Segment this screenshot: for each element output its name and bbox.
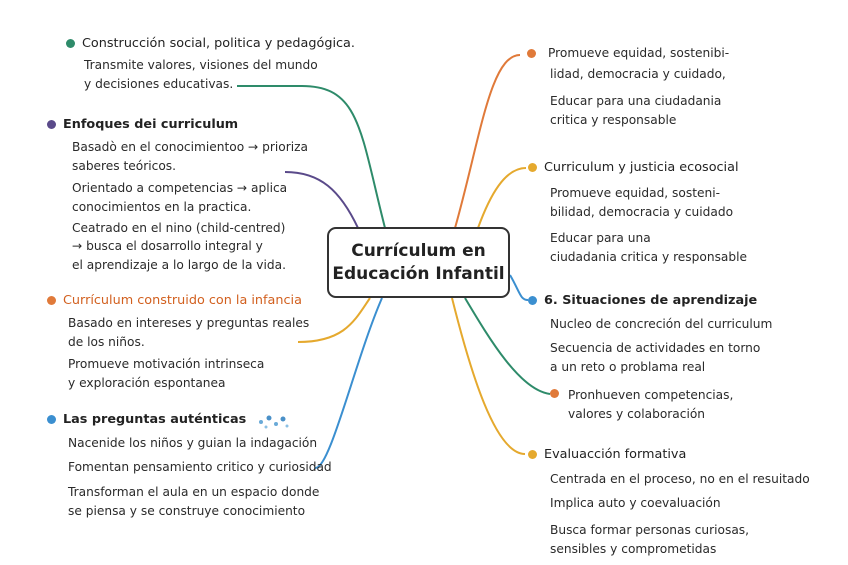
link-enfoques <box>285 172 358 228</box>
branch-infancia-title: Currículum construido con la infancia <box>47 292 302 310</box>
enfoques-item2-line1: Orientado a competencias → aplica <box>72 181 288 195</box>
situaciones-line1: Nucleo de concreción del curriculum <box>550 317 773 331</box>
yellow-dot-icon <box>528 450 537 459</box>
link-evaluacion <box>452 298 525 454</box>
preguntas-item2: Fomentan pensamiento critico y curiosidad <box>68 460 332 474</box>
infancia-item1-line1: Basado en intereses y preguntas reales <box>68 316 310 330</box>
molecule-icon <box>257 413 291 431</box>
orange-dot-icon <box>47 296 56 305</box>
link-preguntas <box>315 298 382 468</box>
green-dot-icon <box>66 39 75 48</box>
enfoques-item2-line2: conocimientos en la practica. <box>72 200 252 214</box>
link-situaciones <box>510 275 528 300</box>
link-ecosocial <box>478 168 526 228</box>
link-situaciones-sub <box>465 298 550 394</box>
enfoques-item3-line3: el aprendizaje a lo largo de la vida. <box>72 258 286 272</box>
branch-ecosocial-title: Curriculum y justicia ecosocial <box>528 159 739 177</box>
orange-dot-icon <box>527 49 536 58</box>
enfoques-item3-line1: Ceatrado en el nino (child-centred) <box>72 221 286 235</box>
evaluacion-line4: sensibles y comprometidas <box>550 542 717 556</box>
central-topic <box>327 227 510 298</box>
branch-enfoques-title: Enfoques dei curriculum <box>47 116 238 134</box>
right1-line4: critica y responsable <box>550 113 677 127</box>
preguntas-item1: Nacenide los niños y guian la indagación <box>68 436 318 450</box>
situaciones-line3: a un reto o problama real <box>550 360 706 374</box>
preguntas-item3-line1: Transforman el aula en un espacio donde <box>68 485 320 499</box>
right1-line1: Promueve equidad, sostenibi- <box>548 46 730 60</box>
situaciones-sub-line1: Pronhueven competencias, <box>568 388 734 402</box>
blue-dot-icon <box>47 415 56 424</box>
infancia-item2-line2: y exploración espontanea <box>68 376 226 390</box>
right1-line3: Educar para una ciudadania <box>550 94 722 108</box>
construccion-line-2: y decisiones educativas. <box>84 77 234 91</box>
evaluacion-line3: Busca formar personas curiosas, <box>550 523 750 537</box>
situaciones-line2: Secuencia de actividades en torno <box>550 341 761 355</box>
ecosocial-line2: bilidad, democracia y cuidado <box>550 205 734 219</box>
evaluacion-line2: Implica auto y coevaluación <box>550 496 721 510</box>
central-title-line1: Currículum en <box>351 240 486 261</box>
branch-evaluacion-title: Evaluacción formativa <box>528 446 686 464</box>
central-title-line2: Educación Infantil <box>332 263 505 284</box>
infancia-item2-line1: Promueve motivación intrinseca <box>68 357 265 371</box>
yellow-dot-icon <box>528 163 537 172</box>
preguntas-item3-line2: se piensa y se construye conocimiento <box>68 504 306 518</box>
evaluacion-line1: Centrada en el proceso, no en el resuitado <box>550 472 810 486</box>
ecosocial-line1: Promueve equidad, sosteni- <box>550 186 720 200</box>
branch-situaciones-title: 6. Situaciones de aprendizaje <box>528 292 757 310</box>
branch-construccion-title: Construcción social, politica y pedagógica. <box>66 35 355 53</box>
purple-dot-icon <box>47 120 56 129</box>
ecosocial-line4: ciudadania critica y responsable <box>550 250 748 264</box>
ecosocial-line3: Educar para una <box>550 231 651 245</box>
blue-dot-icon <box>528 296 537 305</box>
orange-dot-icon <box>550 389 559 398</box>
branch-preguntas-title: Las preguntas auténticas <box>47 411 246 429</box>
right1-line2: lidad, democracia y cuidado, <box>550 67 726 81</box>
enfoques-item3-line2: → busca el dosarrollo integral y <box>72 239 263 253</box>
enfoques-item1-line2: saberes teóricos. <box>72 159 177 173</box>
link-right-1 <box>455 55 520 228</box>
enfoques-item1-line1: Basadò en el conocimientoo → prioriza <box>72 140 308 154</box>
construccion-line-1: Transmite valores, visiones del mundo <box>84 58 318 72</box>
situaciones-sub-line2: valores y colaboración <box>568 407 706 421</box>
infancia-item1-line2: de los niños. <box>68 335 145 349</box>
